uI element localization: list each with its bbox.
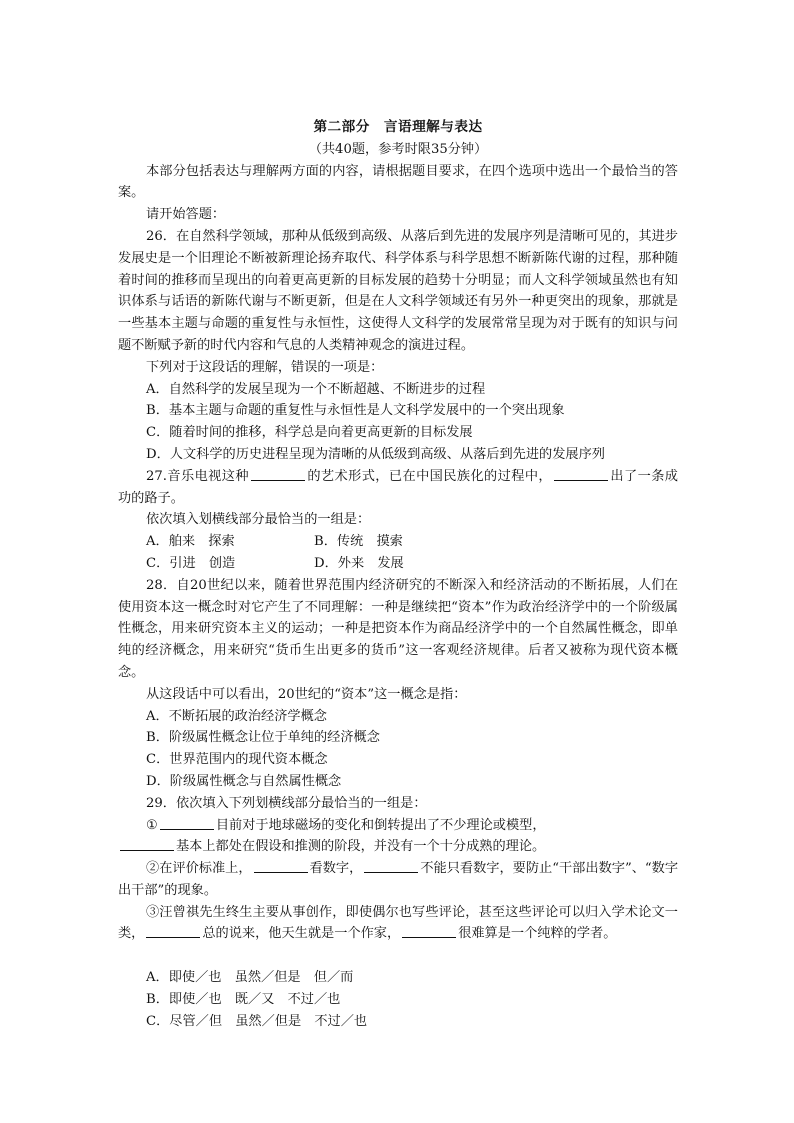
q28-option-b: B．阶级属性概念让位于单纯的经济概念 xyxy=(146,730,380,746)
q27-option-c: C．引进 创造 xyxy=(146,555,236,571)
q29-s3-text-0: ③汪曾祺先生终生主要从事创作，即使偶尔也写些评论，甚至这些评论可以归入学术论文一类， xyxy=(118,904,678,942)
q26-option-a: A．自然科学的发展呈现为一个不断超越、不断进步的过程 xyxy=(146,381,486,397)
q27-option-a: A．舶来 探索 xyxy=(146,534,235,550)
q29-sentence-2 xyxy=(118,858,678,902)
q29-s2-text-0: ②在评价标准上， xyxy=(146,861,252,877)
q27-option-d: D．外来 发展 xyxy=(314,555,404,571)
q29-s3-text-1: 总的说来，他天生就是一个作家， xyxy=(202,926,401,942)
q29-s2-blank-2 xyxy=(364,858,418,873)
q29-question: 29．依次填入下列划横线部分最恰当的一组是： xyxy=(146,795,427,811)
q27-blank-1 xyxy=(251,466,305,481)
q26-passage: 26．在自然科学领域，那种从低级到高级、从落后到先进的发展序列是清晰可见的，其进步发展史是一个旧理论不断被新理论扬弃取代、科学体系与科学思想不断新陈代谢的过程，那种随着时间的推移而呈现出的向着更高更新的目标发展的趋势十分明显；而人文科学领域虽然也有知识体系与话语的新陈代谢与不断更新，但是在人文科学领域还有另外一种更突出的现象，那就是一些基本主题与命题的重复性与永恒性，这使得人文科学的发展常常呈现为对于既有的知识与问题不断赋予新的时代内容和气息的人类精神观念的演进过程。 xyxy=(118,228,678,353)
q29-s3-blank-2 xyxy=(402,923,456,938)
q26-question: 下列对于这段话的理解，错误的一项是： xyxy=(146,359,384,375)
q29-s2-blank-1 xyxy=(254,858,308,873)
q29-s1-blank-1 xyxy=(160,815,214,830)
q29-s3-text-2: 很难算是一个纯粹的学者。 xyxy=(458,926,617,942)
document-page xyxy=(118,117,678,1032)
q27-part1: 27.音乐电视这种 xyxy=(146,468,249,484)
q29-s1-text-1: 目前对于地球磁场的变化和倒转提出了不少理论或模型， xyxy=(215,817,546,833)
q29-option-a: A．即使／也 虽然／但是 但／而 xyxy=(146,970,354,986)
q29-s1-text-2: 基本上都处在假设和推测的阶段，并没有一个十分成熟的理论。 xyxy=(176,839,546,855)
q27-options-row-1 xyxy=(118,531,678,553)
section-title: 第二部分 言语理解与表达 xyxy=(313,119,483,135)
q29-sentence-3 xyxy=(118,902,678,946)
q27-part3: 出了一条成功的路子。 xyxy=(118,468,678,506)
spacer xyxy=(118,945,678,967)
q26-option-b: B．基本主题与命题的重复性与永恒性是人文科学发展中的一个突出现象 xyxy=(146,403,565,419)
q26-option-d: D．人文科学的历史进程呈现为清晰的从低级到高级、从落后到先进的发展序列 xyxy=(146,446,605,462)
start-label: 请开始答题： xyxy=(146,207,226,223)
section-subtitle: （共40题，参考时限35分钟） xyxy=(308,141,488,157)
q27-part2: 的艺术形式，已在中国民族化的过程中， xyxy=(306,468,553,484)
q29-sentence-1 xyxy=(118,815,678,859)
q28-option-a: A．不断拓展的政治经济学概念 xyxy=(146,708,327,724)
q29-s1-blank-2 xyxy=(120,836,174,851)
q27-option-b: B．传统 摸索 xyxy=(314,534,403,550)
q29-option-b: B．即使／也 既／又 不过／也 xyxy=(146,991,341,1007)
q29-option-c: C．尽管／但 虽然／但是 不过／也 xyxy=(146,1013,368,1029)
q28-question: 从这段话中可以看出，20世纪的“资本”这一概念是指： xyxy=(146,686,467,702)
q27-passage xyxy=(118,466,678,510)
q27-blank-2 xyxy=(554,466,608,481)
q28-option-d: D．阶级属性概念与自然属性概念 xyxy=(146,773,342,789)
q29-s2-text-1: 看数字， xyxy=(309,861,363,877)
q28-passage: 28．自20世纪以来，随着世界范围内经济研究的不断深入和经济活动的不断拓展，人们在使用资本这一概念时对它产生了不同理解：一种是继续把“资本”作为政治经济学中的一个阶级属性概念，用来研究资本主义的运动；一种是把资本作为商品经济学中的一个自然属性概念，即单纯的经济概念，用来研究“货币生出更多的货币”这一客观经济规律。后者又被称为现代资本概念。 xyxy=(118,577,678,680)
q28-option-c: C．世界范围内的现代资本概念 xyxy=(146,752,328,768)
q29-s3-blank-1 xyxy=(146,923,200,938)
q27-options-row-2 xyxy=(118,553,678,575)
q26-option-c: C．随着时间的推移，科学总是向着更高更新的目标发展 xyxy=(146,425,473,441)
q29-s1-marker: ① xyxy=(146,817,158,833)
intro-text: 本部分包括表达与理解两方面的内容，请根据题目要求，在四个选项中选出一个最恰当的答案。 xyxy=(118,163,678,201)
q27-question: 依次填入划横线部分最恰当的一组是： xyxy=(146,512,371,528)
q29-s2-text-2: 不能只看数字，要防止“干部出数字”、“数字出干部”的现象。 xyxy=(118,861,679,898)
